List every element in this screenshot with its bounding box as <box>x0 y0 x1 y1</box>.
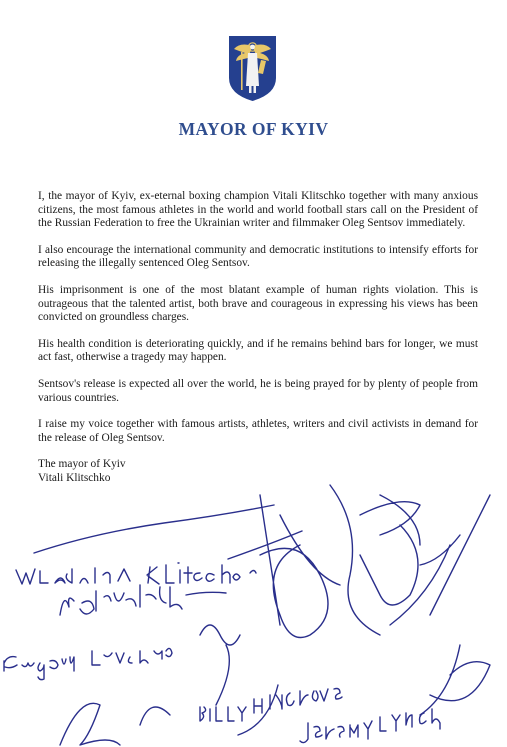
paragraph: His imprisonment is one of the most blatant example of human rights violation. This is outrageous that the talented artist, both brave and courageous in expressing his views has been convicted on groundless charges. <box>38 283 478 324</box>
letter-body <box>38 190 478 486</box>
paragraph: His health condition is deteriorating quickly, and if he remains behind bars for longer, we must act fast, otherwise a tragedy may happen. <box>38 337 478 364</box>
signature-ink <box>60 485 490 745</box>
closing-name: Vitali Klitschko <box>38 471 111 484</box>
kyiv-coat-of-arms-icon <box>227 34 278 103</box>
paragraph: I, the mayor of Kyiv, ex-eternal boxing champion Vitali Klitschko together with many anxious citizens, the most famous athletes in the world and world football stars call on the President of the Russian Federation to free the Ukrainian writer and filmmaker Oleg Sentsov immediately. <box>38 190 478 230</box>
closing-role: The mayor of Kyiv <box>38 458 126 471</box>
paragraph: Sentsov's release is expected all over the world, he is being prayed for by plenty of people from various countries. <box>38 377 478 404</box>
handwritten-signatures <box>0 455 507 747</box>
signature-wladimir-klitschko <box>16 531 302 584</box>
closing-block <box>38 458 478 485</box>
signature-jeremy-lynch <box>300 709 440 743</box>
signature-evgeny-levchenko <box>4 648 172 679</box>
signature-vitali-klitschko <box>34 505 274 615</box>
page-title: MAYOR OF KYIV <box>178 119 329 139</box>
paragraph: I raise my voice together with famous artists, athletes, writers and civil activists in demand for the release of Oleg Sentsov. <box>38 418 478 444</box>
paragraph: I also encourage the international community and democratic institutions to intensify efforts for releasing the illegally sentenced Oleg Sentsov. <box>38 243 478 270</box>
signature-billy-hingrove <box>200 689 342 722</box>
